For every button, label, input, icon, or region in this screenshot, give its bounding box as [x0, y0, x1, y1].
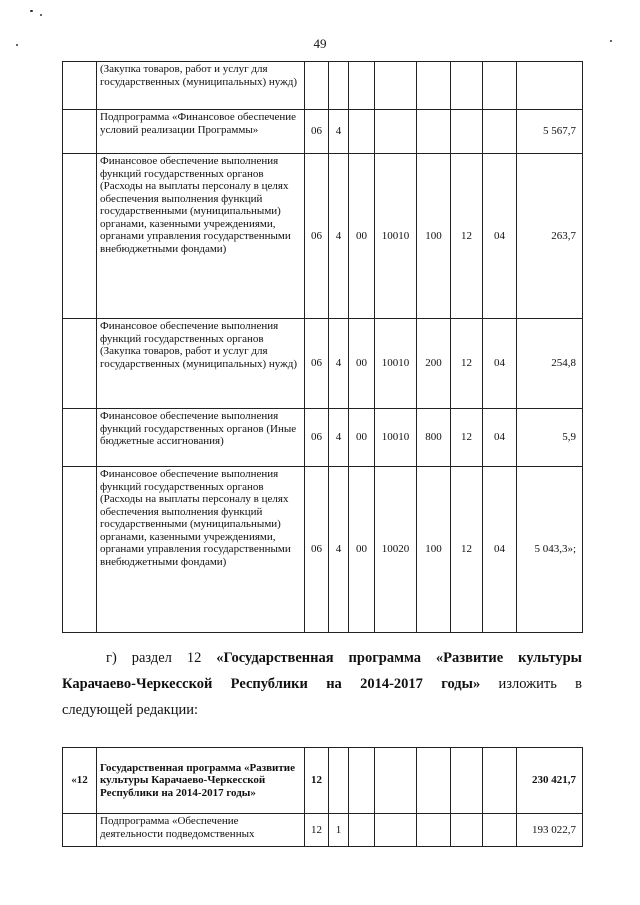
code-cell: 10020: [375, 467, 417, 633]
code-cell: 100: [417, 154, 451, 319]
code-cell: 04: [483, 319, 517, 409]
amount-cell: 254,8: [517, 319, 583, 409]
row-number-cell: [63, 62, 97, 110]
scan-speck: [30, 10, 33, 12]
table-row: [63, 467, 583, 633]
scan-speck: [40, 14, 42, 16]
paragraph-line-3: следующей редакции:: [62, 702, 199, 718]
row-number-cell: [63, 110, 97, 154]
table-row: [63, 814, 583, 847]
row-name-cell: (Закупка товаров, работ и услуг для государственных (муниципальных) нужд): [97, 62, 305, 110]
code-cell: [451, 748, 483, 814]
code-cell: 00: [349, 467, 375, 633]
code-cell: 00: [349, 319, 375, 409]
code-cell: 06: [305, 110, 329, 154]
table-row: [63, 62, 583, 110]
row-number-cell: [63, 467, 97, 633]
row-name-cell: Государственная программа «Развитие культуры Карачаево-Черкесской Республики на 2014-2017 годы»: [97, 748, 305, 814]
code-cell: 10010: [375, 319, 417, 409]
code-cell: 200: [417, 319, 451, 409]
code-cell: [375, 62, 417, 110]
amount-cell: 263,7: [517, 154, 583, 319]
code-cell: 04: [483, 409, 517, 467]
code-cell: [483, 62, 517, 110]
budget-table-bottom: [62, 747, 583, 847]
code-cell: 12: [451, 319, 483, 409]
code-cell: [417, 62, 451, 110]
table-row: [63, 154, 583, 319]
row-name-cell: Финансовое обеспечение выполнения функций государственных органов (Иные бюджетные ассигнования): [97, 409, 305, 467]
program-title-part-2: Карачаево-Черкесской Республики на 2014-2017 годы»: [62, 676, 481, 692]
code-cell: [417, 814, 451, 847]
code-cell: [483, 748, 517, 814]
code-cell: 12: [451, 409, 483, 467]
code-cell: 12: [305, 814, 329, 847]
amount-cell: [517, 62, 583, 110]
code-cell: 10010: [375, 409, 417, 467]
code-cell: [375, 814, 417, 847]
code-cell: 800: [417, 409, 451, 467]
paragraph-line-2: [62, 671, 582, 697]
row-name-cell: Финансовое обеспечение выполнения функций государственных органов (Закупка товаров, работ и услуг для государственных (муниципальных) нужд): [97, 319, 305, 409]
code-cell: [451, 814, 483, 847]
row-number-cell: «12: [63, 748, 97, 814]
code-cell: 04: [483, 467, 517, 633]
code-cell: [329, 62, 349, 110]
code-cell: 00: [349, 409, 375, 467]
code-cell: 06: [305, 154, 329, 319]
amount-cell: 5,9: [517, 409, 583, 467]
code-cell: 06: [305, 319, 329, 409]
code-cell: 12: [305, 748, 329, 814]
row-number-cell: [63, 409, 97, 467]
code-cell: 12: [451, 154, 483, 319]
code-cell: 04: [483, 154, 517, 319]
table-row: [63, 110, 583, 154]
code-cell: 06: [305, 409, 329, 467]
code-cell: 10010: [375, 154, 417, 319]
code-cell: [451, 110, 483, 154]
row-name-cell: Подпрограмма «Финансовое обеспечение условий реализации Программы»: [97, 110, 305, 154]
amount-cell: 5 567,7: [517, 110, 583, 154]
amount-cell: 5 043,3»;: [517, 467, 583, 633]
row-number-cell: [63, 154, 97, 319]
code-cell: [349, 110, 375, 154]
code-cell: [451, 62, 483, 110]
paragraph-suffix: изложить в: [480, 676, 582, 692]
amount-cell: 193 022,7: [517, 814, 583, 847]
code-cell: [375, 110, 417, 154]
code-cell: [483, 110, 517, 154]
row-number-cell: [63, 814, 97, 847]
code-cell: 4: [329, 154, 349, 319]
table-row: [63, 319, 583, 409]
code-cell: 06: [305, 467, 329, 633]
budget-table-top: [62, 61, 583, 633]
code-cell: 4: [329, 467, 349, 633]
code-cell: 00: [349, 154, 375, 319]
code-cell: 12: [451, 467, 483, 633]
amount-cell: 230 421,7: [517, 748, 583, 814]
code-cell: 4: [329, 110, 349, 154]
page-number: 49: [313, 36, 327, 51]
code-cell: [349, 814, 375, 847]
program-title-part-1: «Государственная программа «Развитие культуры: [216, 650, 582, 666]
code-cell: [349, 62, 375, 110]
row-name-cell: Финансовое обеспечение выполнения функций государственных органов (Расходы на выплаты персоналу в целях обеспечения выполнения функций государственными (муниципальными) органами, казенными учреждениями, органами управления государственными внебюджетными фондами): [97, 467, 305, 633]
row-name-cell: Подпрограмма «Обеспечение деятельности подведомственных: [97, 814, 305, 847]
code-cell: [349, 748, 375, 814]
code-cell: [417, 110, 451, 154]
paragraph-line-1: [62, 645, 582, 671]
paragraph-prefix: г) раздел 12: [106, 650, 217, 666]
code-cell: 4: [329, 319, 349, 409]
row-name-cell: Финансовое обеспечение выполнения функций государственных органов (Расходы на выплаты персоналу в целях обеспечения выполнения функций государственными (муниципальными) органами, казенными учреждениями, органами управления государственными внебюджетными фондами): [97, 154, 305, 319]
code-cell: [483, 814, 517, 847]
table-row: [63, 748, 583, 814]
row-number-cell: [63, 319, 97, 409]
table-row: [63, 409, 583, 467]
code-cell: 4: [329, 409, 349, 467]
code-cell: [417, 748, 451, 814]
code-cell: 100: [417, 467, 451, 633]
code-cell: 1: [329, 814, 349, 847]
code-cell: [305, 62, 329, 110]
code-cell: [329, 748, 349, 814]
code-cell: [375, 748, 417, 814]
